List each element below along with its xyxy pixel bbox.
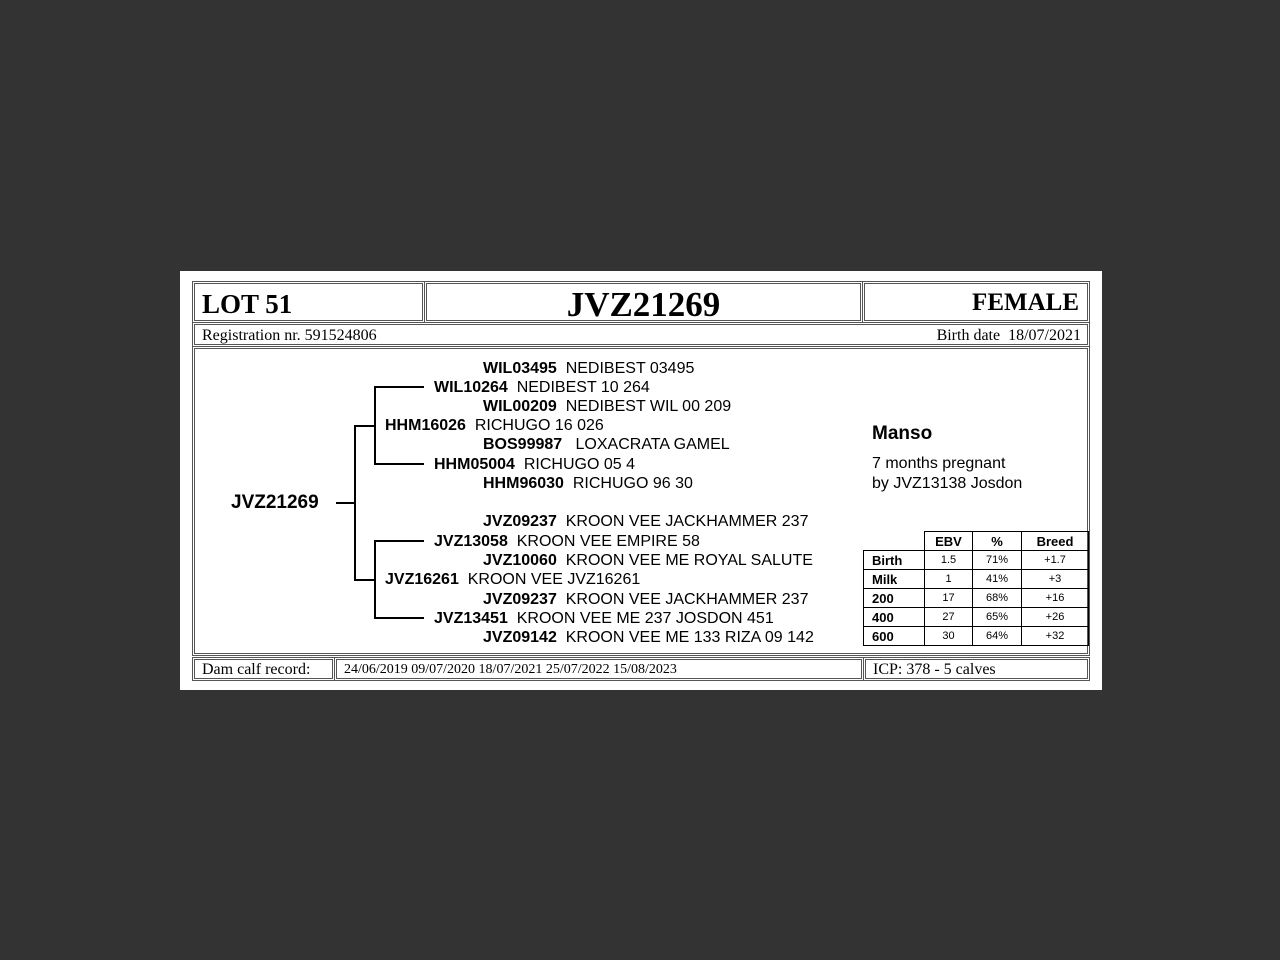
animal-id-box <box>424 281 863 323</box>
ebv-row-label: 600 <box>864 627 925 646</box>
pedigree-subject: JVZ21269 <box>231 492 319 513</box>
registration-number: Registration nr. 591524806 <box>202 327 377 344</box>
lot-box <box>192 281 425 323</box>
sire-connector <box>354 425 375 427</box>
calf-record-box <box>334 657 864 681</box>
pedigree-sire-sire-dam: WIL00209 NEDIBEST WIL 00 209 <box>483 398 732 415</box>
ebv-accuracy: 64% <box>973 627 1022 646</box>
pregnancy-status: 7 months pregnant <box>872 455 1006 472</box>
ebv-accuracy: 65% <box>973 608 1022 627</box>
ebv-breed-avg: +16 <box>1022 589 1089 608</box>
parents-bracket <box>354 425 356 580</box>
sire-sire-connector <box>374 386 424 388</box>
ebv-row-label: 400 <box>864 608 925 627</box>
subject-connector <box>336 502 355 504</box>
dam-sire-connector <box>374 540 424 542</box>
ebv-row <box>864 608 1089 627</box>
ebv-value: 1 <box>925 570 973 589</box>
ebv-row <box>864 627 1089 646</box>
calf-record-label-box <box>192 657 335 681</box>
sex-box <box>862 281 1090 323</box>
birth-date: Birth date 18/07/2021 <box>936 327 1081 344</box>
ebv-breed-avg: +3 <box>1022 570 1089 589</box>
lot-number: LOT 51 <box>202 289 293 319</box>
ebv-header-breed: Breed <box>1022 532 1089 551</box>
ebv-header-row <box>864 532 1089 551</box>
pedigree-sire-dam: HHM05004 RICHUGO 05 4 <box>434 456 635 473</box>
ebv-row-label: 200 <box>864 589 925 608</box>
animal-name: Manso <box>872 423 933 444</box>
pedigree-dam: JVZ16261 KROON VEE JVZ16261 <box>385 571 641 588</box>
ebv-table <box>863 531 1089 646</box>
ebv-accuracy: 71% <box>973 551 1022 570</box>
pedigree-dam-sire-sire: JVZ09237 KROON VEE JACKHAMMER 237 <box>483 513 809 530</box>
dam-bracket <box>374 540 376 619</box>
pedigree-dam-dam-dam: JVZ09142 KROON VEE ME 133 RIZA 09 142 <box>483 629 814 646</box>
pedigree-sire: HHM16026 RICHUGO 16 026 <box>385 417 604 434</box>
ebv-accuracy: 41% <box>973 570 1022 589</box>
lot-card <box>180 271 1102 690</box>
ebv-accuracy: 68% <box>973 589 1022 608</box>
dam-dam-connector <box>374 617 424 619</box>
registration-row <box>192 322 1090 347</box>
ebv-value: 1.5 <box>925 551 973 570</box>
ebv-row-label: Birth <box>864 551 925 570</box>
animal-id-title: JVZ21269 <box>566 285 721 324</box>
pedigree-dam-dam-sire: JVZ09237 KROON VEE JACKHAMMER 237 <box>483 591 809 608</box>
sire-dam-connector <box>374 463 424 465</box>
pedigree-dam-sire: JVZ13058 KROON VEE EMPIRE 58 <box>434 533 700 550</box>
ebv-breed-avg: +26 <box>1022 608 1089 627</box>
icp-box <box>863 657 1090 681</box>
calf-record-dates: 24/06/2019 09/07/2020 18/07/2021 25/07/2022 15/08/2023 <box>344 662 677 677</box>
ebv-header-pct: % <box>973 532 1022 551</box>
ebv-value: 27 <box>925 608 973 627</box>
ebv-breed-avg: +1.7 <box>1022 551 1089 570</box>
pedigree-sire-dam-dam: HHM96030 RICHUGO 96 30 <box>483 475 693 492</box>
sire-bracket <box>374 386 376 465</box>
ebv-row <box>864 589 1089 608</box>
ebv-row <box>864 570 1089 589</box>
pedigree-sire-sire: WIL10264 NEDIBEST 10 264 <box>434 379 650 396</box>
pregnancy-sire: by JVZ13138 Josdon <box>872 475 1023 492</box>
dam-connector <box>354 579 375 581</box>
pedigree-sire-dam-sire: BOS99987 LOXACRATA GAMEL <box>483 436 730 453</box>
ebv-breed-avg: +32 <box>1022 627 1089 646</box>
icp-value: ICP: 378 - 5 calves <box>873 661 996 678</box>
ebv-value: 17 <box>925 589 973 608</box>
ebv-row <box>864 551 1089 570</box>
ebv-corner <box>864 532 925 551</box>
ebv-value: 30 <box>925 627 973 646</box>
ebv-header-ebv: EBV <box>925 532 973 551</box>
sex-label: FEMALE <box>972 289 1079 316</box>
ebv-row-label: Milk <box>864 570 925 589</box>
pedigree-dam-dam: JVZ13451 KROON VEE ME 237 JOSDON 451 <box>434 610 774 627</box>
pedigree-sire-sire-sire: WIL03495 NEDIBEST 03495 <box>483 360 695 377</box>
pedigree-dam-sire-dam: JVZ10060 KROON VEE ME ROYAL SALUTE <box>483 552 813 569</box>
calf-record-label: Dam calf record: <box>202 661 311 678</box>
